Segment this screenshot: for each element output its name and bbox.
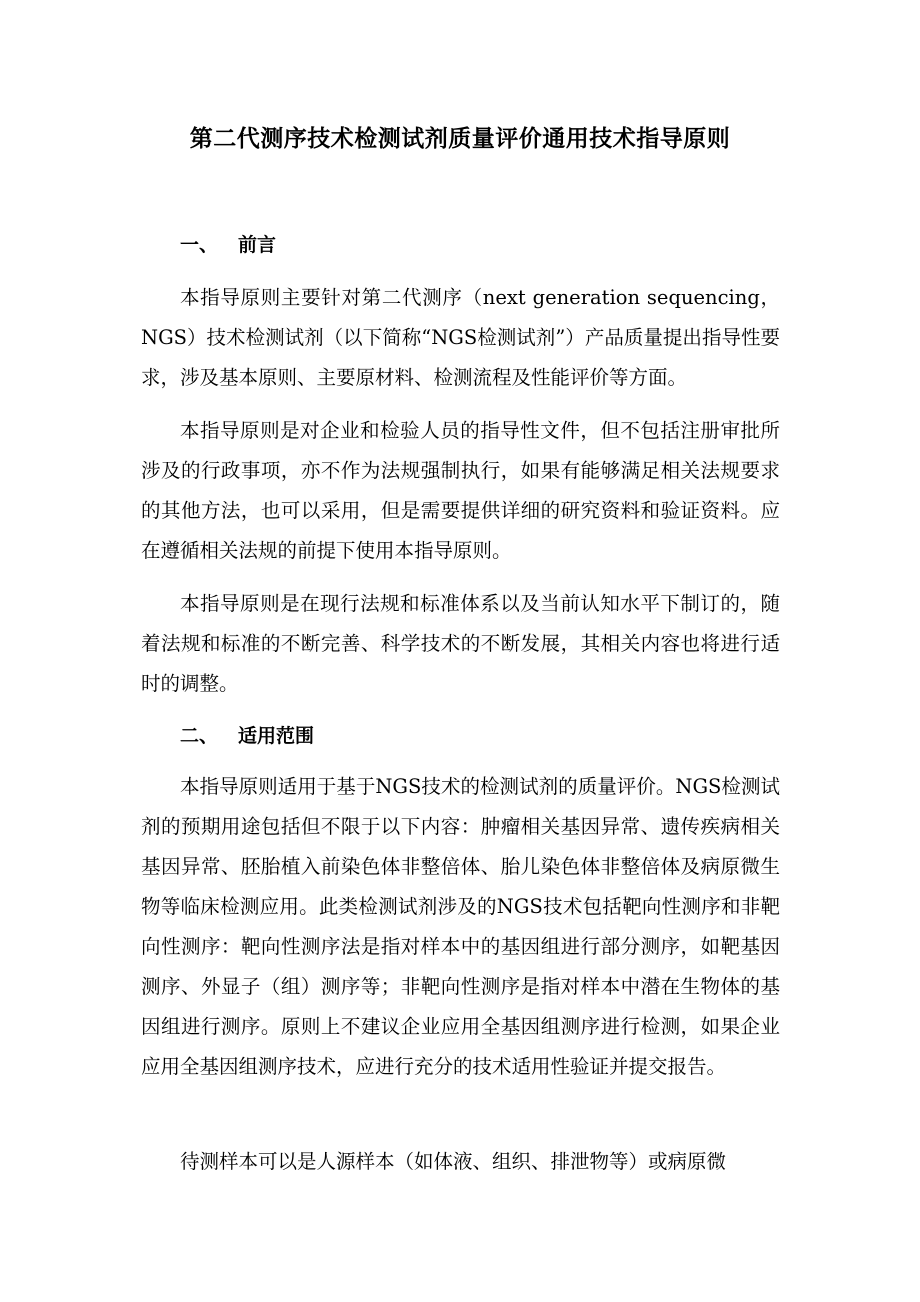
section-number: 一、 — [180, 234, 219, 256]
document-title: 第二代测序技术检测试剂质量评价通用技术指导原则 — [189, 125, 731, 152]
paragraph: 本指导原则适用于基于NGS技术的检测试剂的质量评价。NGS检测试剂的预期用途包括但不限于以下内容：肿瘤相关基因异常、遗传疾病相关基因异常、胚胎植入前染色体非整倍体、胎儿染色体非整倍体及病原微生物等临床检测应用。此类检测试剂涉及的NGS技术包括靶向性测序和非靶向性测序：靶向性测序法是指对样本中的基因组进行部分测序，如靶基因测序、外显子（组）测序等；非靶向性测序是指对样本中潜在生物体的基因组进行测序。原则上不建议企业应用全基因组测序进行检测，如果企业应用全基因组测序技术，应进行充分的技术适用性验证并提交报告。 — [141, 775, 780, 1078]
paragraph: 待测样本可以是人源样本（如体液、组织、排泄物等）或病原微 — [180, 1150, 727, 1173]
section-title: 前言 — [238, 234, 277, 256]
section-heading-1 — [180, 230, 276, 257]
section-heading-2 — [180, 721, 314, 748]
section-number: 二、 — [180, 725, 219, 747]
paragraph: 本指导原则是在现行法规和标准体系以及当前认知水平下制订的，随着法规和标准的不断完善、科学技术的不断发展，其相关内容也将进行适时的调整。 — [141, 592, 780, 695]
paragraph: 本指导原则主要针对第二代测序（next generation sequencing，NGS）技术检测试剂（以下简称“NGS检测试剂”）产品质量提出指导性要求，涉及基本原则、主要原材料、检测流程及性能评价等方面。 — [141, 286, 780, 389]
paragraph: 本指导原则是对企业和检验人员的指导性文件，但不包括注册审批所涉及的行政事项，亦不作为法规强制执行，如果有能够满足相关法规要求的其他方法，也可以采用，但是需要提供详细的研究资料和验证资料。应在遵循相关法规的前提下使用本指导原则。 — [141, 419, 780, 562]
section-title: 适用范围 — [238, 725, 315, 747]
